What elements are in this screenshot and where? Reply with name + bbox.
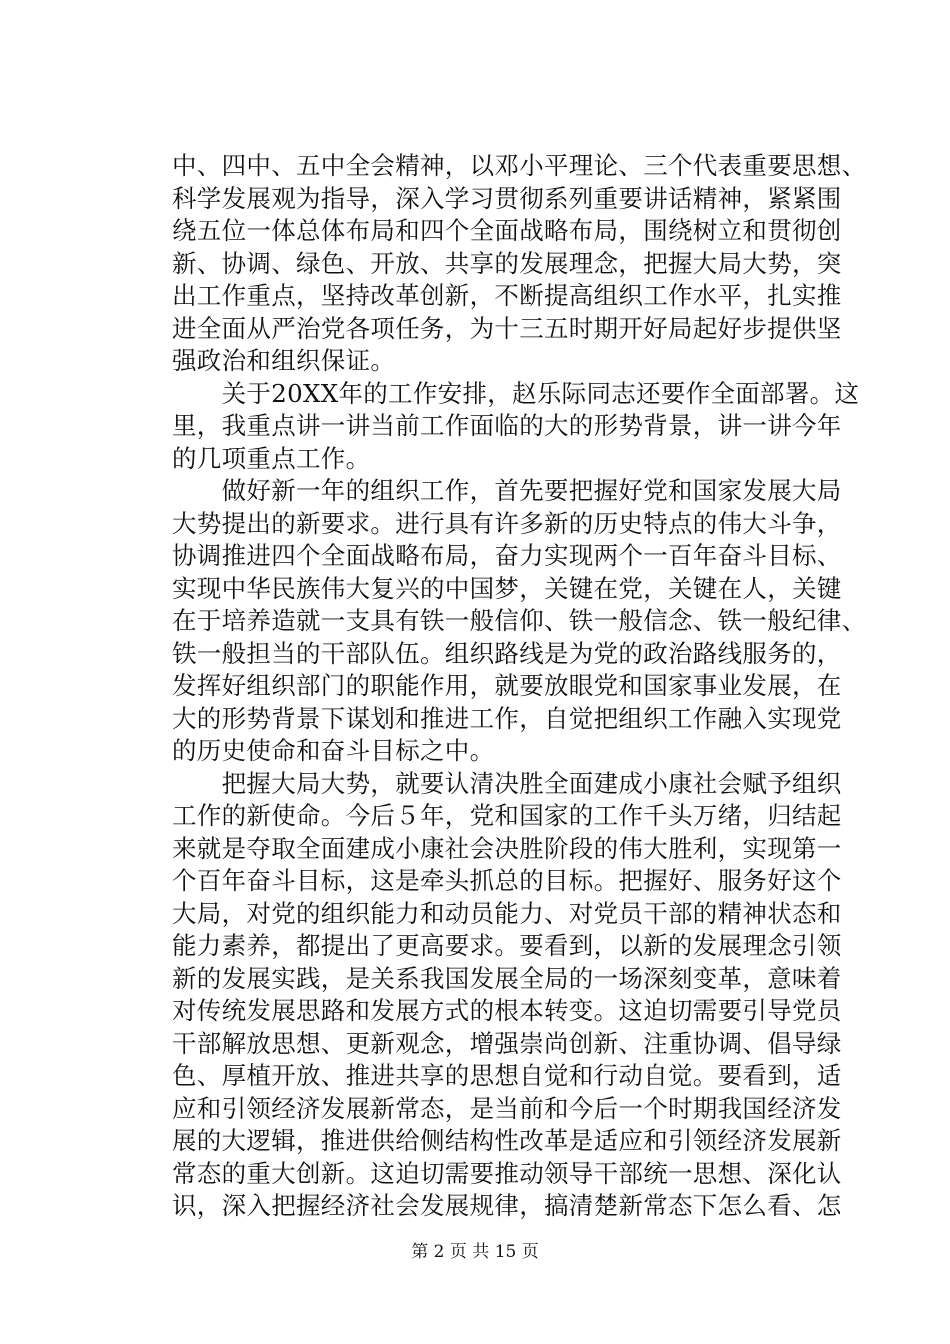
- text-line: 中、四中、五中全会精神，以邓小平理论、三个代表重要思想、: [172, 151, 867, 180]
- text-line: 进全面从严治党各项任务，为十三五时期开好局起好步提供坚: [172, 313, 842, 343]
- text-line: 发挥好组织部门的职能作用，就要放眼党和国家事业发展，在: [172, 671, 842, 700]
- text-line: 能力素养，都提出了更高要求。要看到，以新的发展理念引领: [172, 931, 842, 960]
- text-line: 铁一般担当的干部队伍。组织路线是为党的政治路线服务的，: [172, 638, 842, 668]
- page-footer: 第 2 页 共 15 页: [411, 1242, 539, 1262]
- text-line: 识，深入把握经济社会发展规律，搞清楚新常态下怎么看、怎: [172, 1191, 842, 1220]
- text-line: 强政治和组织保证。: [172, 346, 396, 375]
- text-line: 展的大逻辑，推进供给侧结构性改革是适应和引领经济发展新: [172, 1126, 842, 1155]
- text-line: 出工作重点，坚持改革创新，不断提高组织工作水平，扎实推: [172, 281, 842, 310]
- text-line: 常态的重大创新。这迫切需要推动领导干部统一思想、深化认: [172, 1158, 842, 1188]
- text-line: 做好新一年的组织工作，首先要把握好党和国家发展大局: [172, 476, 842, 505]
- text-line: 来就是夺取全面建成小康社会决胜阶段的伟大胜利，实现第一: [172, 833, 842, 863]
- text-line: 协调推进四个全面战略布局，奋力实现两个一百年奋斗目标、: [172, 541, 842, 570]
- text-line: 实现中华民族伟大复兴的中国梦，关键在党，关键在人，关键: [172, 573, 842, 603]
- text-line: 新的发展实践，是关系我国发展全局的一场深刻变革，意味着: [172, 963, 842, 993]
- text-line: 新、协调、绿色、开放、共享的发展理念，把握大局大势，突: [172, 248, 842, 278]
- text-line: 的历史使命和奋斗目标之中。: [172, 736, 495, 765]
- body-text: [172, 150, 867, 1223]
- text-line: 绕五位一体总体布局和四个全面战略布局，围绕树立和贯彻创: [172, 216, 842, 245]
- text-line: 在于培养造就一支具有铁一般信仰、铁一般信念、铁一般纪律、: [172, 606, 867, 635]
- text-line: 工作的新使命。今后５年，党和国家的工作千头万绪，归结起: [172, 801, 842, 830]
- text-line: 把握大局大势，就要认清决胜全面建成小康社会赋予组织: [172, 768, 842, 798]
- text-line: 大势提出的新要求。进行具有许多新的历史特点的伟大斗争，: [172, 508, 842, 538]
- text-line: 科学发展观为指导，深入学习贯彻系列重要讲话精神，紧紧围: [172, 183, 842, 213]
- text-line: 色、厚植开放、推进共享的思想自觉和行动自觉。要看到，适: [172, 1061, 842, 1090]
- text-line: 大的形势背景下谋划和推进工作，自觉把组织工作融入实现党: [172, 703, 842, 733]
- text-line: 干部解放思想、更新观念，增强崇尚创新、注重协调、倡导绿: [172, 1028, 842, 1058]
- text-line: 里，我重点讲一讲当前工作面临的大的形势背景，讲一讲今年: [172, 411, 842, 440]
- text-line: 关于20XX年的工作安排，赵乐际同志还要作全面部署。这: [172, 378, 860, 408]
- text-line: 大局，对党的组织能力和动员能力、对党员干部的精神状态和: [172, 898, 842, 928]
- text-line: 的几项重点工作。: [172, 443, 371, 473]
- text-line: 对传统发展思路和发展方式的根本转变。这迫切需要引导党员: [172, 996, 842, 1025]
- text-line: 应和引领经济发展新常态，是当前和今后一个时期我国经济发: [172, 1093, 842, 1123]
- text-line: 个百年奋斗目标，这是牵头抓总的目标。把握好、服务好这个: [172, 866, 842, 895]
